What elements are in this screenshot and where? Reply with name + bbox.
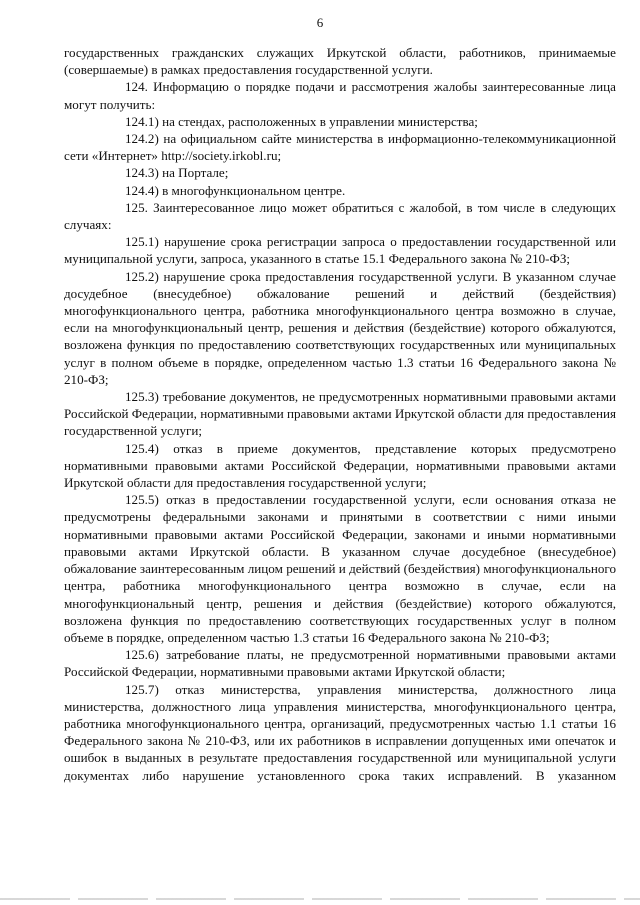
paragraph-124-3: 124.3) на Портале; [125, 165, 229, 181]
paragraph-continuation: государственных гражданских служащих Иркутской области, работников, принимаемые (совершаемые) в рамках предоставления государственной услуги. [64, 45, 616, 78]
paragraph-125-1: 125.1) нарушение срока регистрации запроса о предоставлении государственной или муниципальной услуги, запроса, указанного в статье 15.1 Федерального закона № 210-ФЗ; [64, 234, 616, 267]
paragraph-125: 125. Заинтересованное лицо может обратиться с жалобой, в том числе в следующих случаях: [64, 199, 616, 233]
paragraph-125-3: 125.3) требование документов, не предусмотренных нормативными правовыми актами Российской Федерации, нормативными правовыми актами Иркутской области для предоставления государственной услуги; [64, 389, 616, 439]
paragraph-124-1: 124.1) на стендах, расположенных в управлении министерства; [125, 113, 478, 129]
paragraph-124: 124. Информацию о порядке подачи и рассмотрения жалобы заинтересованные лица могут получить: [64, 79, 616, 112]
paragraph-124-2: 124.2) на официальном сайте министерства в информационно-телекоммуникационной сети «Интернет» http://society.irkobl.ru; [64, 131, 616, 164]
paragraph-124-4: 124.4) в многофункциональном центре. [125, 182, 346, 198]
scan-bottom-edge [0, 898, 640, 900]
page-number: 6 [316, 15, 324, 30]
paragraph-125-6: 125.6) затребование платы, не предусмотренной нормативными правовыми актами Российской Федерации, нормативными правовыми актами Иркутской области; [64, 647, 616, 680]
paragraph-125-5: 125.5) отказ в предоставлении государственной услуги, если основания отказа не предусмотрены федеральными законами и принятыми в соответствии с ними иными нормативными правовыми актами Российской Федерации, законами и иными нормативными правовыми актами Иркутской области. В указанном случае досудебное (внесудебное) обжалование заинтересованным лицом решений и действий (бездействия) многофункционального центра, работника многофункционального центра возможно в случае, если на многофункциональный центр, решения и действия (бездействие) которого обжалуются, возложена функция по предоставлению соответствующих государственных услуг в полном объеме в порядке, определенном частью 1.3 статьи 16 Федерального закона № 210-ФЗ; [64, 492, 616, 645]
paragraph-125-4: 125.4) отказ в приеме документов, представление которых предусмотрено нормативными правовыми актами Российской Федерации, нормативными правовыми актами Иркутской области для предоставления государственной услуги; [64, 440, 616, 491]
paragraph-125-7: 125.7) отказ министерства, управления министерства, должностного лица министерства, должностного лица управления министерства, многофункционального центра, работника многофункционального центра, организаций, предусмотренных частью 1.1 статьи 16 Федерального закона № 210-ФЗ, или их работников в исправлении допущенных ими опечаток и ошибок в выданных в результате предоставления государственной или муниципальной услуги документах либо нарушение установленного срока таких исправлений. В указанном [64, 681, 616, 783]
paragraph-125-2: 125.2) нарушение срока предоставления государственной услуги. В указанном случае досудебное (внесудебное) обжалование решений и действий (бездействия) многофункционального центра, работника многофункционального центра возможно в случае, если на многофункциональный центр, решения и действия (бездействие) которого обжалуются, возложена функция по предоставлению соответствующих государственных или муниципальных услуг в полном объеме в порядке, определенном частью 1.3 статьи 16 Федерального закона № 210-ФЗ; [64, 268, 616, 387]
document-body [64, 44, 616, 784]
